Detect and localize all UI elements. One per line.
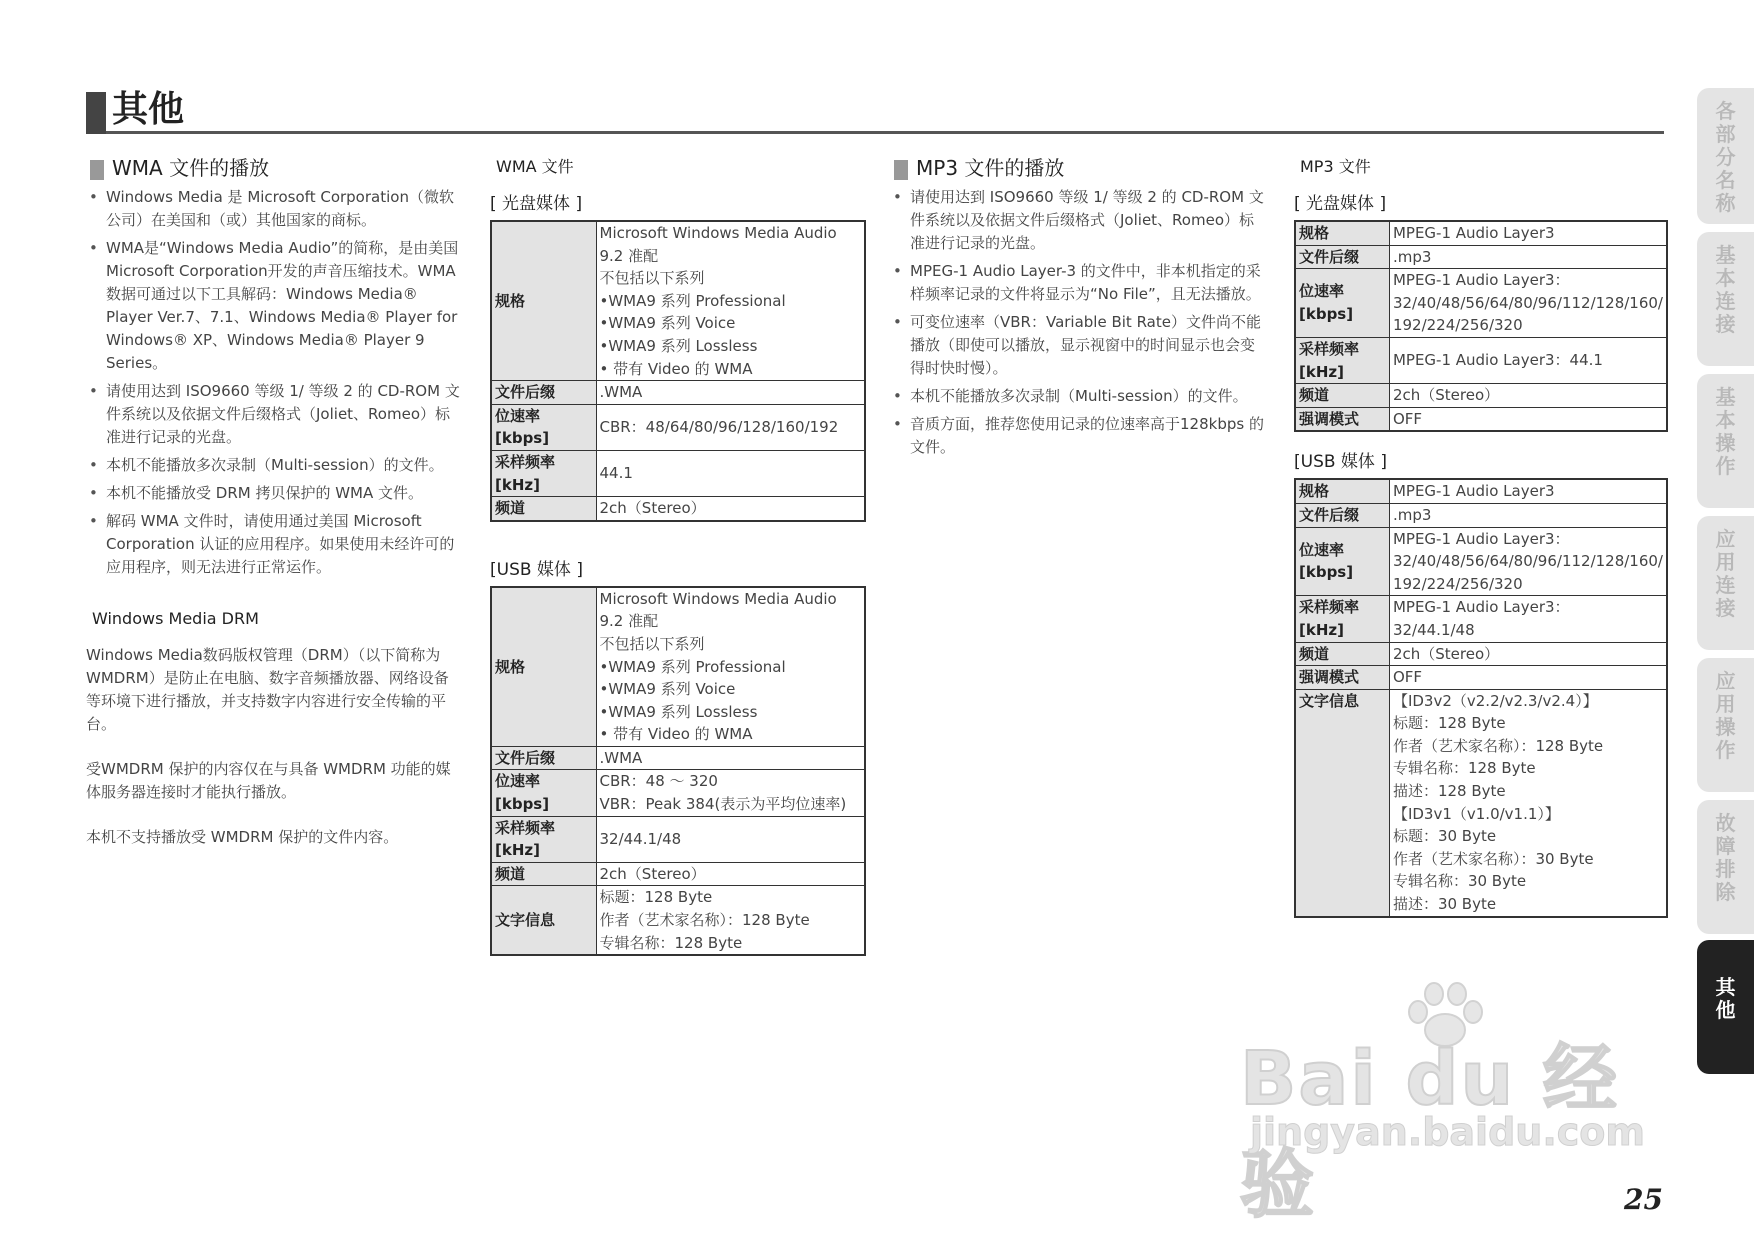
drm-paragraph: 受WMDRM 保护的内容仅在与具备 WMDRM 功能的媒体服务器连接时才能执行播放。 [86,760,451,801]
table-key: 规格 [491,587,596,747]
list-item: • 可变位速率（VBR：Variable Bit Rate）文件尚不能播放（即使可以播放，显示视窗中的时间显示也会变得时快时慢）。 [890,311,1266,380]
list-item: • WMA是“Windows Media Audio”的简称，是由美国Microsoft Corporation开发的声音压缩技术。WMA数据可通过以下工具解码：Windows Media® Player Ver.7、7.1、Windows Media® Player for Windows® XP、Windows Media® Player 9 Series。 [86,237,462,375]
table-key: 文件后缀 [1295,245,1389,269]
table-value: MPEG-1 Audio Layer3 [1389,479,1667,503]
table-key: 位速率 [kbps] [1295,269,1389,338]
table-key: 频道 [491,862,596,886]
table-row [1295,221,1667,245]
table-key: 文件后缀 [1295,503,1389,527]
table-key: 规格 [1295,221,1389,245]
list-item: • Windows Media 是 Microsoft Corporation（微软公司）在美国和（或）其他国家的商标。 [86,186,462,232]
tab-advanced-connection[interactable]: 应 用 连 接 [1697,516,1754,650]
list-item: • 本机不能播放多次录制（Multi-session）的文件。 [890,385,1266,408]
section-heading-text: WMA 文件的播放 [112,156,270,180]
heading-square-icon [894,160,908,180]
table-value: MPEG-1 Audio Layer3：44.1 [1389,337,1667,383]
table-value: OFF [1389,407,1667,431]
table-row [1295,689,1667,916]
table-value: MPEG-1 Audio Layer3： 32/44.1/48 [1389,596,1667,642]
mp3-disc-label: [ 光盘媒体 ] [1294,194,1387,214]
column-mp3-files [1294,156,1668,918]
page-title-text: 其他 [112,89,185,130]
wma-disc-table [490,220,866,522]
table-row [1295,666,1667,690]
table-row [1295,269,1667,338]
mp3-usb-label: [USB 媒体 ] [1294,452,1387,473]
table-value: .mp3 [1389,245,1667,269]
table-key: 频道 [1295,642,1389,666]
table-value: 2ch（Stereo） [1389,642,1667,666]
table-key: 强调模式 [1295,666,1389,690]
table-row [1295,642,1667,666]
mp3-bullet-list [890,186,1266,459]
table-key: 采样频率 [kHz] [1295,337,1389,383]
section-heading-text: MP3 文件的播放 [916,156,1065,180]
tab-parts-names[interactable]: 各 部 分 名 称 [1697,88,1754,224]
wma-files-heading: WMA 文件 [490,156,580,178]
table-value: 2ch（Stereo） [596,497,865,521]
watermark-url: jingyan.baidu.com [1250,1110,1645,1154]
table-row [491,221,865,381]
page-number: 25 [1624,1183,1663,1216]
table-row [491,886,865,955]
table-value: .WMA [596,381,865,405]
table-row [491,770,865,816]
column-wma-files [490,156,866,956]
table-key: 位速率 [kbps] [491,770,596,816]
table-value: 44.1 [596,450,865,496]
table-value: 标题：128 Byte 作者（艺术家名称）：128 Byte 专辑名称：128 Byte [596,886,865,955]
table-value: CBR：48 ～ 320 VBR：Peak 384(表示为平均位速率) [596,770,865,816]
table-value: 【ID3v2（v2.2/v2.3/v2.4）】 标题：128 Byte 作者（艺术家名称）：128 Byte 专辑名称：128 Byte 描述：128 Byte 【ID3v1（v1.0/v1.1）】 标题：30 Byte 作者（艺术家名称）：30 Byte 专辑名称：30 Byte 描述：30 Byte [1389,689,1667,916]
wma-usb-label: [USB 媒体 ] [490,559,583,580]
table-row [1295,407,1667,431]
wma-disc-label: [ 光盘媒体 ] [490,194,583,214]
table-key: 频道 [491,497,596,521]
heading-square-icon [90,160,104,180]
table-key: 强调模式 [1295,407,1389,431]
column-mp3-playback [890,150,1266,464]
table-row [1295,527,1667,596]
table-value: Microsoft Windows Media Audio 9.2 准配 不包括以下系列 •WMA9 系列 Professional •WMA9 系列 Voice •WMA9 系列 Lossless • 带有 Video 的 WMA [596,587,865,747]
table-key: 文件后缀 [491,381,596,405]
tab-troubleshooting[interactable]: 故 障 排 除 [1697,800,1754,934]
table-key: 采样频率 [kHz] [491,450,596,496]
list-item: • 请使用达到 ISO9660 等级 1/ 等级 2 的 CD-ROM 文件系统以及依据文件后缀格式（Joliet、Romeo）标准进行记录的光盘。 [86,380,462,449]
table-key: 文字信息 [491,886,596,955]
table-key: 位速率 [kbps] [491,404,596,450]
table-value: MPEG-1 Audio Layer3： 32/40/48/56/64/80/96/112/128/160/ 192/224/256/320 [1389,527,1667,596]
section-heading-mp3 [890,150,1266,180]
column-wma-playback [86,150,462,863]
list-item: • 解码 WMA 文件时，请使用通过美国 Microsoft Corporation 认证的应用程序。如果使用未经许可的应用程序，则无法进行正常运作。 [86,510,462,579]
table-key: 规格 [491,221,596,381]
table-row [491,404,865,450]
table-row [1295,384,1667,408]
mp3-files-heading: MP3 文件 [1294,156,1377,178]
table-value: MPEG-1 Audio Layer3 [1389,221,1667,245]
table-value: MPEG-1 Audio Layer3： 32/40/48/56/64/80/96/112/128/160/ 192/224/256/320 [1389,269,1667,338]
drm-heading: Windows Media DRM [86,608,265,630]
list-item: • 请使用达到 ISO9660 等级 1/ 等级 2 的 CD-ROM 文件系统以及依据文件后缀格式（Joliet、Romeo）标准进行记录的光盘。 [890,186,1266,255]
table-key: 文件后缀 [491,746,596,770]
wma-usb-table [490,586,866,957]
table-key: 采样频率 [kHz] [1295,596,1389,642]
table-row [491,497,865,521]
list-item: • 本机不能播放多次录制（Multi-session）的文件。 [86,454,462,477]
table-value: .mp3 [1389,503,1667,527]
list-item: • 本机不能播放受 DRM 拷贝保护的 WMA 文件。 [86,482,462,505]
tab-others[interactable]: 其 他 [1697,940,1754,1074]
drm-paragraph: Windows Media数码版权管理（DRM）（以下简称为WMDRM）是防止在电脑、数字音频播放器、网络设备等环境下进行播放，并支持数字内容进行安全传输的平台。 [86,646,449,733]
table-row [1295,479,1667,503]
mp3-usb-table [1294,478,1668,917]
page-title [86,88,1664,134]
watermark-brand: Bai du 经验 [1240,1036,1619,1228]
table-value: Microsoft Windows Media Audio 9.2 准配 不包括以下系列 •WMA9 系列 Professional •WMA9 系列 Voice •WMA9 系列 Lossless • 带有 Video 的 WMA [596,221,865,381]
table-row [1295,503,1667,527]
table-row [491,816,865,862]
table-key: 频道 [1295,384,1389,408]
table-row [1295,337,1667,383]
title-bar-mark [86,92,106,134]
table-key: 采样频率 [kHz] [491,816,596,862]
table-key: 位速率 [kbps] [1295,527,1389,596]
table-row [491,746,865,770]
table-key: 文字信息 [1295,689,1389,916]
table-value: 2ch（Stereo） [1389,384,1667,408]
table-row [491,381,865,405]
table-value: 32/44.1/48 [596,816,865,862]
table-value: .WMA [596,746,865,770]
table-row [491,450,865,496]
section-heading-wma [86,150,462,180]
list-item: • 音质方面，推荐您使用记录的位速率高于128kbps 的文件。 [890,413,1266,459]
table-value: CBR：48/64/80/96/128/160/192 [596,404,865,450]
table-value: 2ch（Stereo） [596,862,865,886]
table-row [1295,245,1667,269]
list-item: • MPEG-1 Audio Layer-3 的文件中，非本机指定的采样频率记录的文件将显示为“No File”，且无法播放。 [890,260,1266,306]
table-row [491,862,865,886]
drm-paragraph: 本机不支持播放受 WMDRM 保护的文件内容。 [86,828,399,846]
wma-bullet-list [86,186,462,579]
tab-basic-connection[interactable]: 基 本 连 接 [1697,232,1754,366]
tab-basic-operation[interactable]: 基 本 操 作 [1697,374,1754,508]
table-value: OFF [1389,666,1667,690]
table-key: 规格 [1295,479,1389,503]
table-row [491,587,865,747]
tab-advanced-operation[interactable]: 应 用 操 作 [1697,658,1754,792]
table-row [1295,596,1667,642]
mp3-disc-table [1294,220,1668,432]
